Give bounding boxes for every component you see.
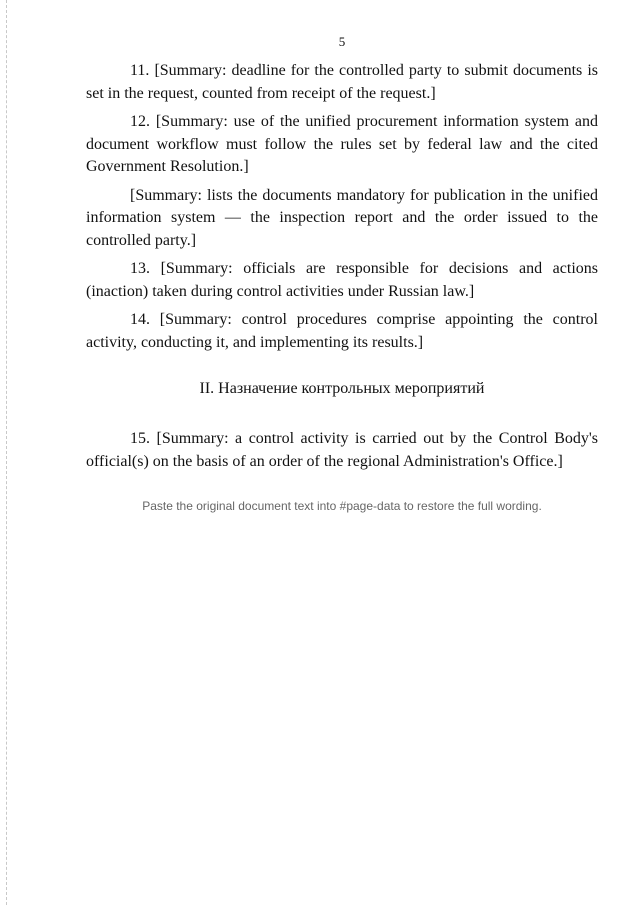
page-number: 5 xyxy=(338,34,346,49)
placeholder-note: Paste the original document text into #page-data to restore the full wording. xyxy=(142,499,542,513)
paragraph-12: 12. [Summary: use of the unified procurement information system and document workflow must follow the rules set by federal law and the cited Government Resolution.] xyxy=(86,113,598,175)
paragraph-14: 14. [Summary: control procedures comprise appointing the control activity, conducting it, and implementing its results.] xyxy=(86,311,598,351)
paragraph-11: 11. [Summary: deadline for the controlled party to submit documents is set in the request, counted from receipt of the request.] xyxy=(86,62,598,102)
paragraph-13: 13. [Summary: officials are responsible for decisions and actions (inaction) taken during control activities under Russian law.] xyxy=(86,260,598,300)
section-heading: II. Назначение контрольных мероприятий xyxy=(199,380,485,397)
paragraph-15: 15. [Summary: a control activity is carried out by the Control Body's official(s) on the basis of an order of the regional Administration's Office.] xyxy=(86,430,598,470)
scan-edge-line xyxy=(6,0,7,905)
paragraph-12-continued: [Summary: lists the documents mandatory for publication in the unified information system — the inspection report and the order issued to the controlled party.] xyxy=(86,186,598,249)
